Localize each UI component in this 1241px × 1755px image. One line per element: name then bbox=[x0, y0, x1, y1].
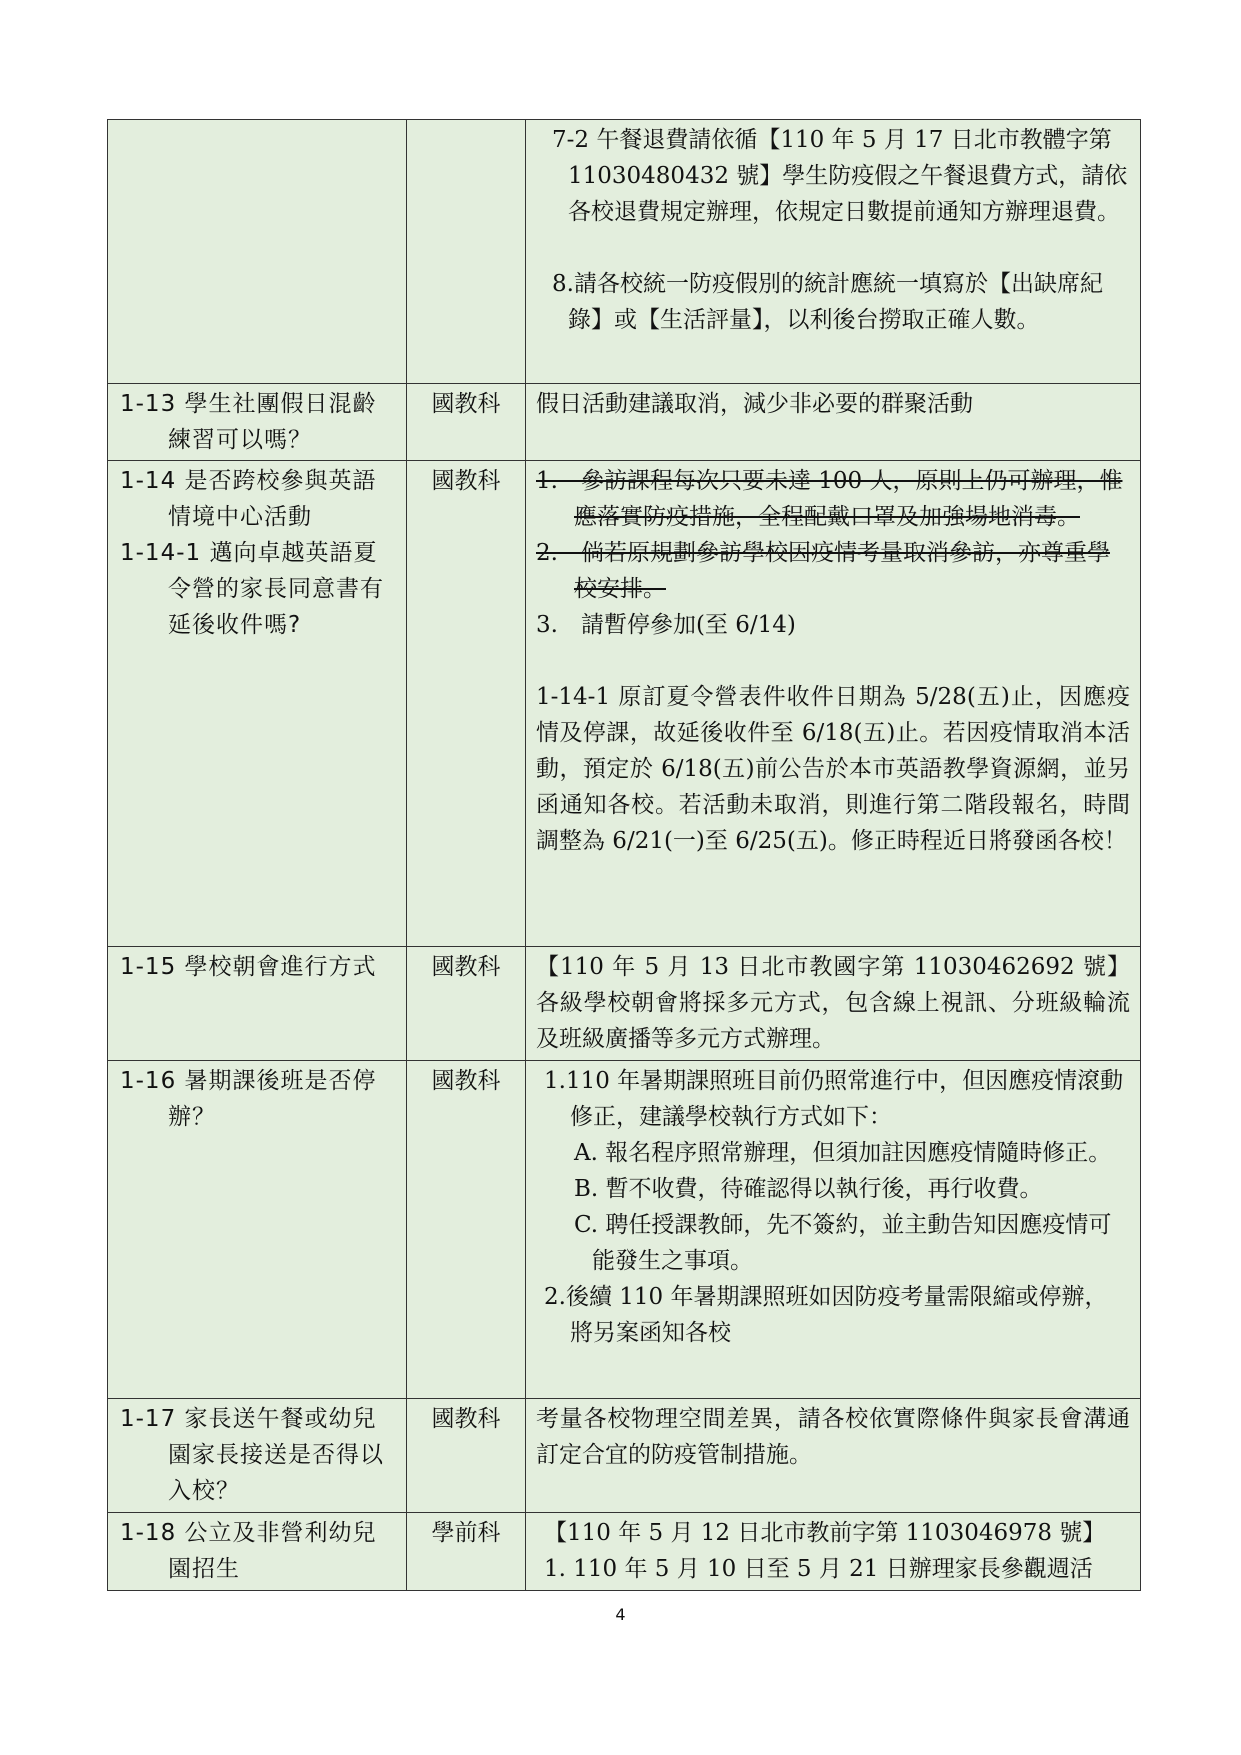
answer-paragraph: 1-14-1 原訂夏令營表件收件日期為 5/28(五)止，因應疫情及停課，故延後收件至 6/18(五)止。若因疫情取消本活動，預定於 6/18(五)前公告於本市英語教學資源網，並另函通知各校。若活動未取消，則進行第二階段報名，時間調整為 6/21(一)至 6/25(五)。修正時程近日將發函各校！ bbox=[536, 684, 1130, 854]
table-row bbox=[108, 947, 1141, 1061]
faq-table bbox=[107, 119, 1141, 1591]
list-item: C. 聘任授課教師，先不簽約，並主動告知因應疫情可能發生之事項。 bbox=[574, 1212, 1112, 1274]
dept-cell: 國教科 bbox=[407, 1399, 526, 1513]
table-row bbox=[108, 1061, 1141, 1399]
answer-paragraph: 2.後續 110 年暑期課照班如因防疫考量需限縮或停辦，將另案函知各校 bbox=[544, 1284, 1108, 1346]
page-number: 4 bbox=[615, 1605, 626, 1624]
answer-paragraph: 7-2 午餐退費請依循【110 年 5 月 17 日北市教體字第 11030480432 號】學生防疫假之午餐退費方式，請依各校退費規定辦理，依規定日數提前通知方辦理退費。 bbox=[552, 127, 1128, 225]
question-cell: 1-15 學校朝會進行方式 bbox=[108, 947, 407, 1061]
dept-cell: 國教科 bbox=[407, 947, 526, 1061]
answer-cell bbox=[526, 461, 1141, 947]
answer-cell: 假日活動建議取消，減少非必要的群聚活動 bbox=[526, 384, 1141, 461]
list-item: B. 暫不收費，待確認得以執行後，再行收費。 bbox=[574, 1176, 1043, 1202]
question-cell: 1-13 學生社團假日混齡練習可以嗎？ bbox=[108, 384, 407, 461]
answer-paragraph: 1. 110 年 5 月 10 日至 5 月 21 日辦理家長參觀週活 bbox=[544, 1556, 1093, 1582]
dept-cell bbox=[407, 120, 526, 384]
question-cell: 1-14 是否跨校參與英語情境中心活動 1-14-1 邁向卓越英語夏令營的家長同意書有延後收件嗎? bbox=[108, 461, 407, 947]
answer-cell bbox=[526, 1061, 1141, 1399]
list-item: A. 報名程序照常辦理，但須加註因應疫情隨時修正。 bbox=[574, 1140, 1112, 1166]
dept-cell: 國教科 bbox=[407, 461, 526, 947]
dept-cell: 國教科 bbox=[407, 384, 526, 461]
answer-cell bbox=[526, 1513, 1141, 1591]
question-cell: 1-18 公立及非營利幼兒園招生 bbox=[108, 1513, 407, 1591]
answer-paragraph: 【110 年 5 月 12 日北市教前字第 1103046978 號】 bbox=[544, 1520, 1106, 1546]
table-row bbox=[108, 384, 1141, 461]
table-row bbox=[108, 1399, 1141, 1513]
answer-paragraph: 8.請各校統一防疫假別的統計應統一填寫於【出缺席紀錄】或【生活評量】，以利後台撈取正確人數。 bbox=[552, 271, 1103, 333]
answer-paragraph: 1.110 年暑期課照班目前仍照常進行中，但因應疫情滾動修正，建議學校執行方式如下： bbox=[544, 1068, 1124, 1130]
table-row bbox=[108, 461, 1141, 947]
answer-cell bbox=[526, 120, 1141, 384]
answer-cell: 【110 年 5 月 13 日北市教國字第 11030462692 號】各級學校朝會將採多元方式，包含線上視訊、分班級輪流及班級廣播等多元方式辦理。 bbox=[526, 947, 1141, 1061]
answer-cell: 考量各校物理空間差異，請各校依實際條件與家長會溝通訂定合宜的防疫管制措施。 bbox=[526, 1399, 1141, 1513]
table-row bbox=[108, 120, 1141, 384]
table-row bbox=[108, 1513, 1141, 1591]
list-item: 3. 請暫停參加(至 6/14) bbox=[536, 612, 796, 638]
struck-item: 2. 倘若原規劃參訪學校因疫情考量取消參訪，亦尊重學校安排。 bbox=[536, 540, 1110, 602]
dept-cell: 學前科 bbox=[407, 1513, 526, 1591]
question-cell bbox=[108, 120, 407, 384]
question-cell: 1-16 暑期課後班是否停辦？ bbox=[108, 1061, 407, 1399]
sub-question: 1-14-1 邁向卓越英語夏令營的家長同意書有延後收件嗎? bbox=[120, 540, 384, 638]
dept-cell: 國教科 bbox=[407, 1061, 526, 1399]
question-cell: 1-17 家長送午餐或幼兒園家長接送是否得以入校？ bbox=[108, 1399, 407, 1513]
struck-item: 1. 參訪課程每次只要未達 100 人，原則上仍可辦理，惟應落實防疫措施，全程配戴口罩及加強場地消毒。 bbox=[536, 468, 1123, 530]
